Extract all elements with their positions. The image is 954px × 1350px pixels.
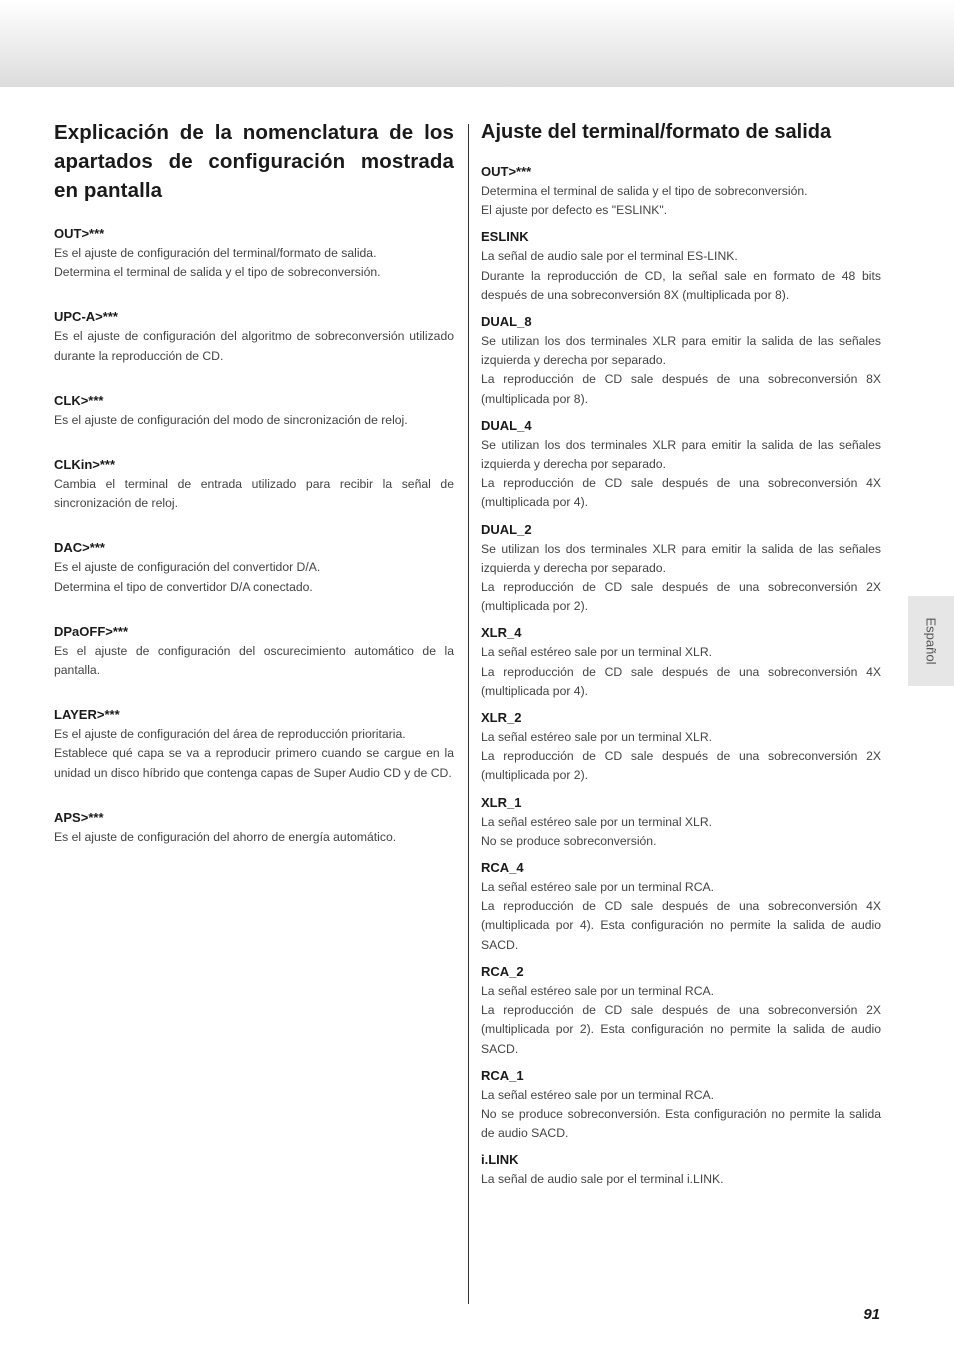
right-setting-item xyxy=(481,313,881,409)
setting-description: No se produce sobreconversión. xyxy=(481,833,657,848)
right-setting-item xyxy=(481,163,881,220)
setting-term: RCA_2 xyxy=(481,963,524,979)
setting-description: La señal estéreo sale por un terminal RCA. xyxy=(481,983,715,998)
setting-term: XLR_1 xyxy=(481,794,522,810)
setting-description: Es el ajuste de configuración del oscurecimiento automático de la pantalla. xyxy=(54,643,454,678)
setting-term: DPaOFF>*** xyxy=(54,623,129,639)
right-setting-item xyxy=(481,521,881,617)
setting-description: La señal estéreo sale por un terminal XLR. xyxy=(481,730,713,745)
right-setting-item xyxy=(481,1151,881,1189)
left-setting-item xyxy=(54,225,454,282)
left-column xyxy=(54,118,454,873)
setting-description: Es el ajuste de configuración del algoritmo de sobreconversión utilizado durante la reproducción de CD. xyxy=(54,329,454,363)
setting-description: Se utilizan los dos terminales XLR para emitir la salida de las señales izquierda y derecha por separado. xyxy=(481,334,881,368)
setting-description: La reproducción de CD sale después de una sobreconversión 4X (multiplicada por 4). Esta configuración no permite la salida de audio SACD. xyxy=(481,899,881,952)
setting-term: ESLINK xyxy=(481,229,529,245)
left-setting-item xyxy=(54,706,454,783)
setting-description: La señal estéreo sale por un terminal RCA. xyxy=(481,880,715,895)
setting-description: La señal de audio sale por el terminal i.LINK. xyxy=(481,1172,724,1187)
setting-description: La reproducción de CD sale después de una sobreconversión 2X (multiplicada por 2). xyxy=(481,580,881,614)
setting-description: Es el ajuste de configuración del terminal/formato de salida. xyxy=(54,246,377,260)
right-setting-item xyxy=(481,794,881,851)
left-setting-item xyxy=(54,809,454,847)
setting-description: La señal estéreo sale por un terminal XLR. xyxy=(481,645,713,660)
setting-description: La señal estéreo sale por un terminal RCA. xyxy=(481,1087,715,1102)
right-setting-item xyxy=(481,228,881,305)
setting-description: La reproducción de CD sale después de una sobreconversión 2X (multiplicada por 2). Esta configuración no permite la salida de audio SACD. xyxy=(481,1003,881,1056)
left-section-title: Explicación de la nomenclatura de los apartados de configuración mostrada en pantalla xyxy=(54,121,454,202)
setting-description: Establece qué capa se va a reproducir primero cuando se cargue en la unidad un disco híbrido que contenga capas de Super Audio CD y de CD. xyxy=(54,746,454,780)
setting-description: La señal estéreo sale por un terminal XLR. xyxy=(481,814,713,829)
setting-term: OUT>*** xyxy=(54,226,105,241)
left-setting-item xyxy=(54,456,454,513)
setting-description: Es el ajuste de configuración del convertidor D/A. xyxy=(54,560,321,575)
right-setting-item xyxy=(481,624,881,701)
setting-term: RCA_4 xyxy=(481,860,524,876)
setting-description: La reproducción de CD sale después de una sobreconversión 4X (multiplicada por 4). xyxy=(481,664,881,698)
right-settings-list xyxy=(481,163,881,1190)
right-setting-item xyxy=(481,417,881,513)
setting-term: DAC>*** xyxy=(54,540,105,556)
setting-term: CLKin>*** xyxy=(54,457,116,473)
setting-term: RCA_1 xyxy=(481,1067,524,1083)
setting-term: XLR_4 xyxy=(481,625,522,641)
setting-description: La señal de audio sale por el terminal ES-LINK. xyxy=(481,249,738,264)
setting-term: UPC-A>*** xyxy=(54,309,118,325)
setting-description: Cambia el terminal de entrada utilizado para recibir la señal de sincronización de reloj. xyxy=(54,477,454,511)
setting-term: i.LINK xyxy=(481,1152,519,1168)
setting-term: CLK>*** xyxy=(54,392,104,408)
setting-description: Determina el terminal de salida y el tipo de sobreconversión. xyxy=(54,265,381,280)
setting-term: APS>*** xyxy=(54,809,104,825)
right-setting-item xyxy=(481,859,881,955)
right-setting-item xyxy=(481,709,881,786)
setting-description: Es el ajuste de configuración del área de reproducción prioritaria. xyxy=(54,727,406,742)
setting-term: XLR_2 xyxy=(481,710,522,726)
setting-description: Se utilizan los dos terminales XLR para emitir la salida de las señales izquierda y derecha por separado. xyxy=(481,541,881,575)
left-setting-item xyxy=(54,623,454,680)
left-setting-item xyxy=(54,539,454,596)
left-setting-item xyxy=(54,308,454,365)
setting-description: Se utilizan los dos terminales XLR para emitir la salida de las señales izquierda y derecha por separado. xyxy=(481,437,881,472)
setting-description: Durante la reproducción de CD, la señal sale en formato de 48 bits después de una sobreconversión 8X (multiplicada por 8). xyxy=(481,268,881,302)
right-section-title: Ajuste del terminal/formato de salida xyxy=(481,121,832,143)
right-setting-item xyxy=(481,1067,881,1144)
page-number: 91 xyxy=(863,1306,880,1323)
setting-term: DUAL_4 xyxy=(481,417,532,433)
setting-description: La reproducción de CD sale después de una sobreconversión 4X (multiplicada por 4). xyxy=(481,476,881,510)
setting-description: La reproducción de CD sale después de una sobreconversión 8X (multiplicada por 8). xyxy=(481,372,881,406)
setting-description: Determina el terminal de salida y el tipo de sobreconversión. xyxy=(481,184,808,198)
left-settings-list xyxy=(54,225,454,847)
setting-term: LAYER>*** xyxy=(54,707,120,723)
language-tab-label: Español xyxy=(923,617,939,665)
setting-description: La reproducción de CD sale después de una sobreconversión 2X (multiplicada por 2). xyxy=(481,749,881,783)
left-setting-item xyxy=(54,392,454,430)
setting-term: OUT>*** xyxy=(481,164,532,179)
setting-description: Es el ajuste de configuración del modo de sincronización de reloj. xyxy=(54,412,408,427)
column-divider xyxy=(468,124,469,1304)
setting-description: Determina el tipo de convertidor D/A conectado. xyxy=(54,579,313,594)
language-tab xyxy=(908,596,954,686)
setting-description: No se produce sobreconversión. Esta configuración no permite la salida de audio SACD. xyxy=(481,1106,881,1141)
right-column xyxy=(481,118,881,1198)
setting-description: Es el ajuste de configuración del ahorro de energía automático. xyxy=(54,829,397,844)
setting-term: DUAL_8 xyxy=(481,314,532,330)
right-setting-item xyxy=(481,963,881,1059)
setting-term: DUAL_2 xyxy=(481,521,532,537)
header-band xyxy=(0,0,954,87)
setting-description: El ajuste por defecto es "ESLINK". xyxy=(481,203,668,218)
